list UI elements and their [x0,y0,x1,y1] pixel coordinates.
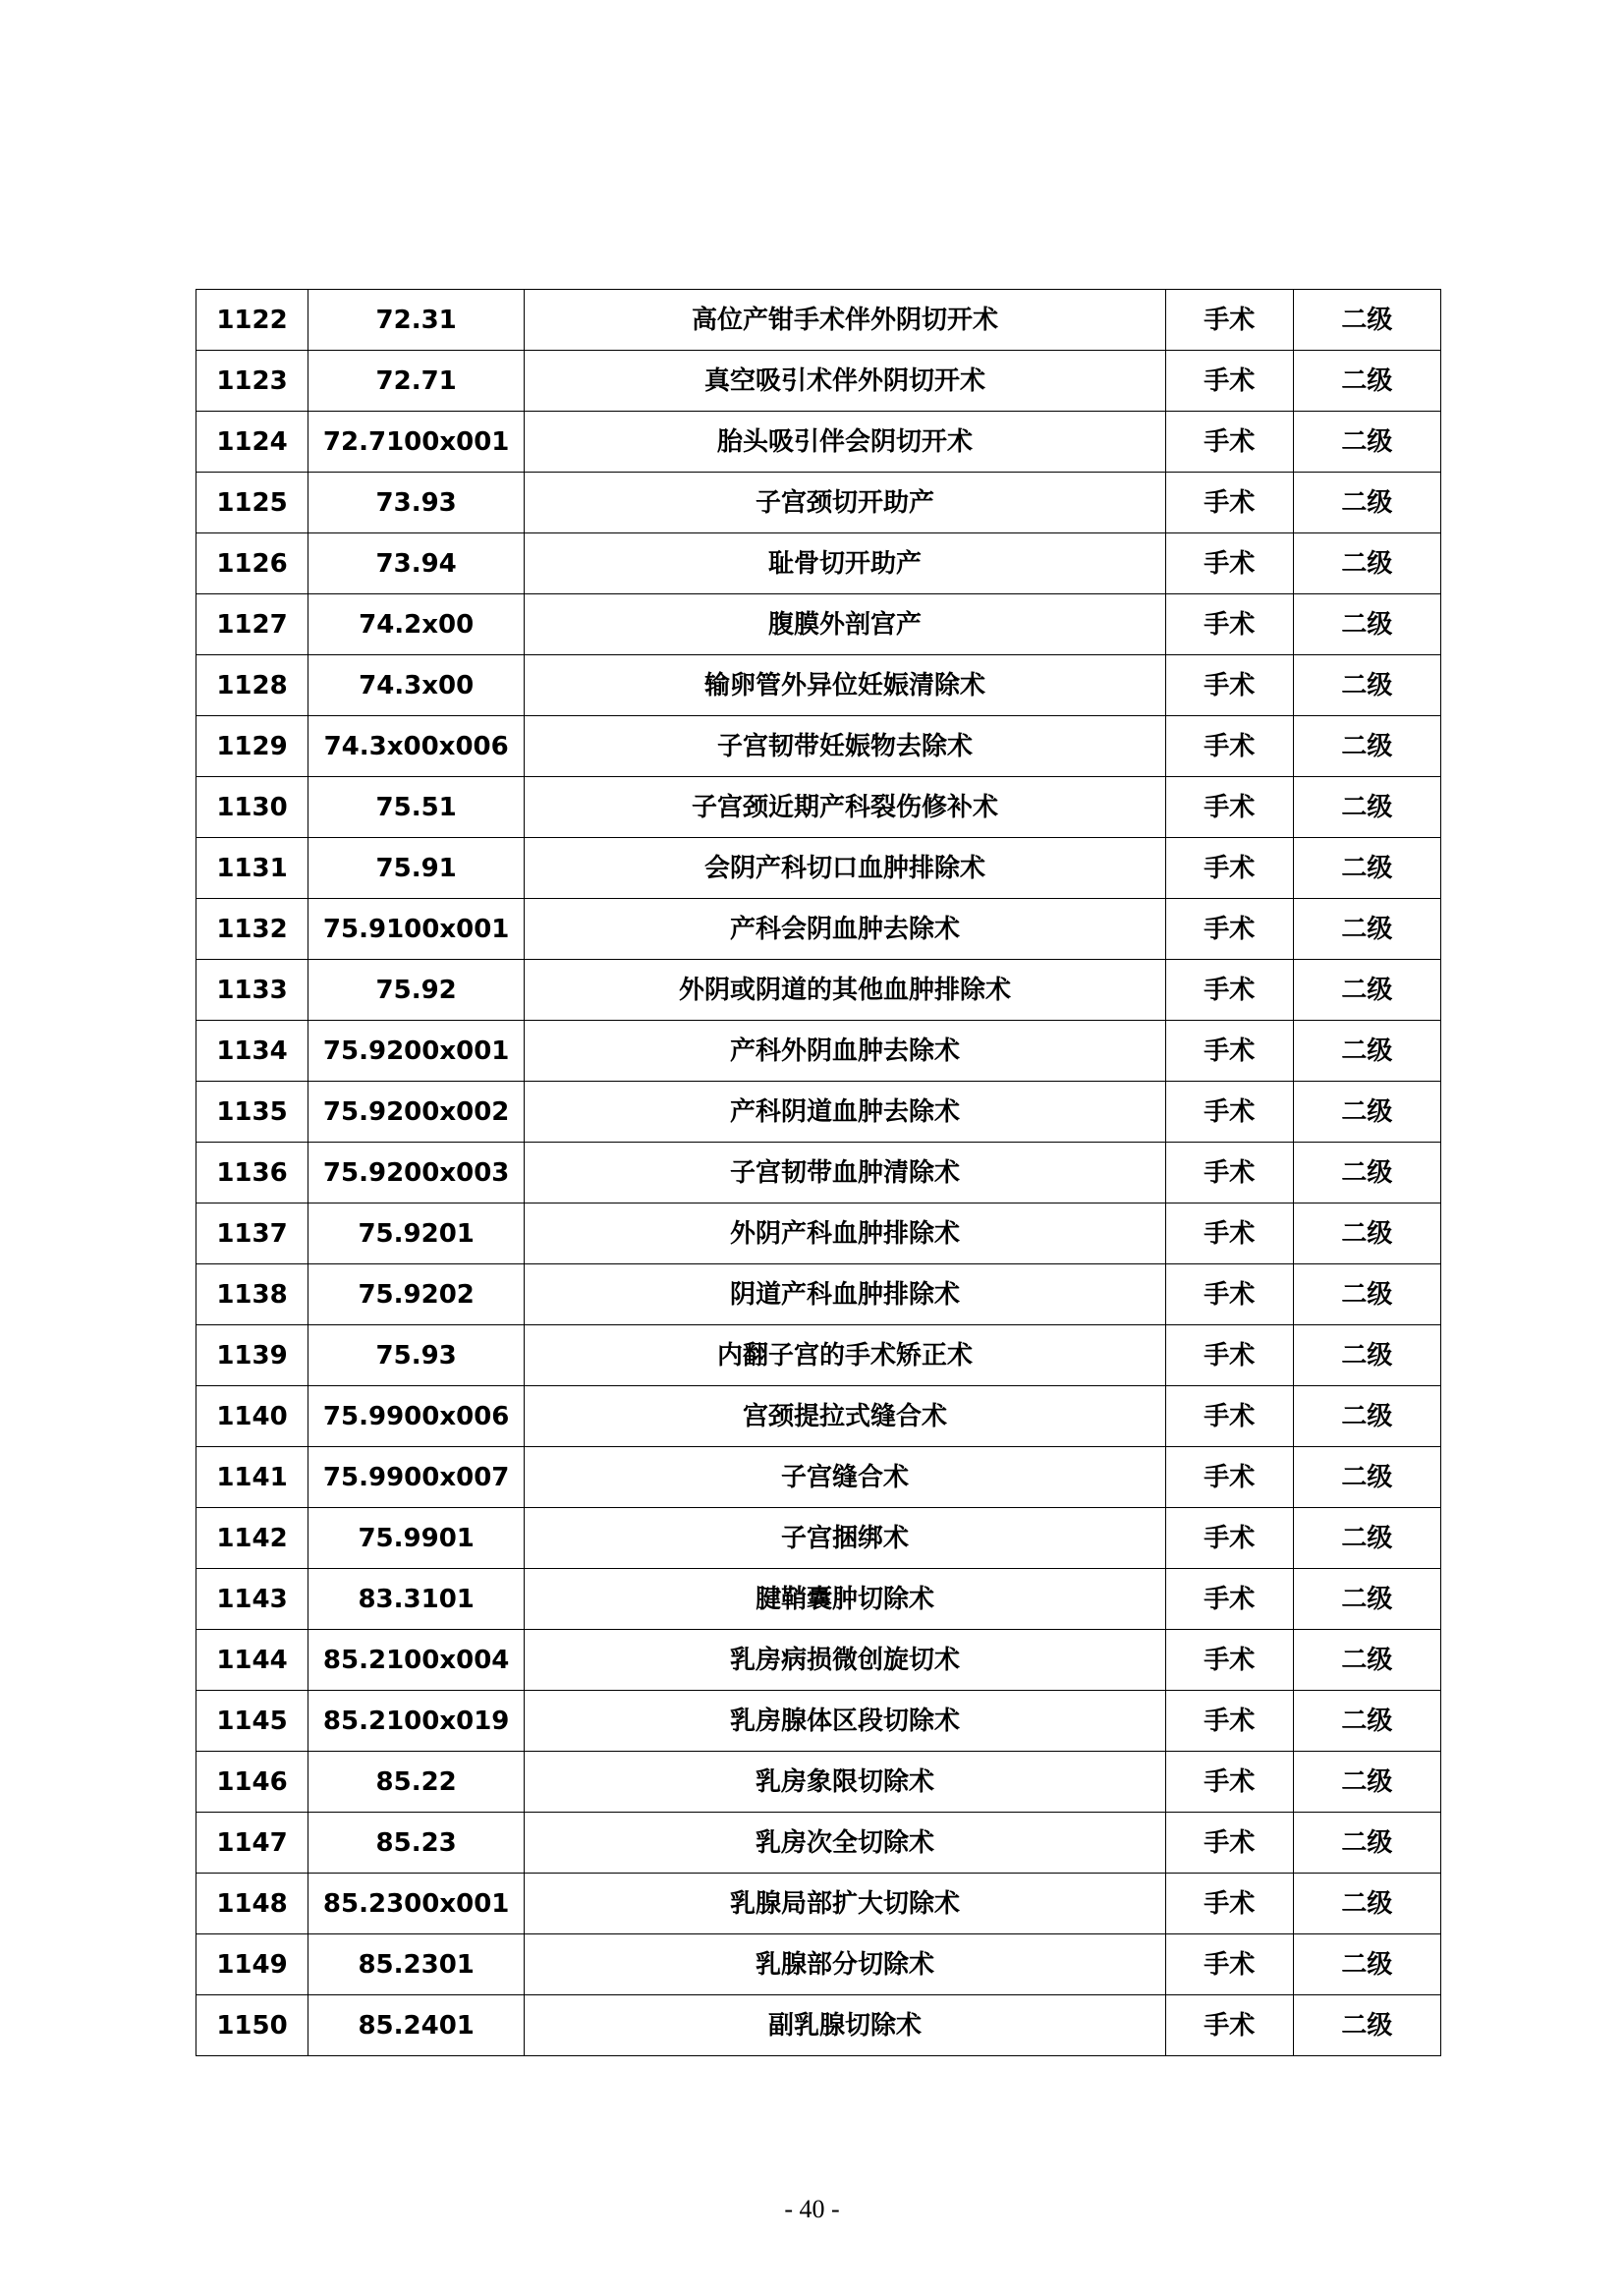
row-number-cell: 1149 [196,1934,308,1995]
procedure-code-cell: 85.2100x019 [308,1691,525,1752]
procedure-name-cell: 子宫缝合术 [525,1447,1166,1508]
row-number-cell: 1130 [196,777,308,838]
procedure-grade-cell: 二级 [1293,1325,1440,1386]
procedure-name-cell: 子宫韧带妊娠物去除术 [525,716,1166,777]
procedure-name-cell: 输卵管外异位妊娠清除术 [525,655,1166,716]
procedure-type-cell: 手术 [1165,1082,1293,1143]
table-row [196,899,1441,960]
row-number-cell: 1129 [196,716,308,777]
procedure-grade-cell: 二级 [1293,1264,1440,1325]
procedure-grade-cell: 二级 [1293,1569,1440,1630]
procedure-code-cell: 75.9901 [308,1508,525,1569]
procedure-type-cell: 手术 [1165,1569,1293,1630]
procedure-code-cell: 75.92 [308,960,525,1021]
procedure-name-cell: 乳腺部分切除术 [525,1934,1166,1995]
procedure-code-cell: 75.9900x007 [308,1447,525,1508]
row-number-cell: 1138 [196,1264,308,1325]
procedure-grade-cell: 二级 [1293,473,1440,533]
procedure-code-cell: 74.3x00x006 [308,716,525,777]
row-number-cell: 1144 [196,1630,308,1691]
row-number-cell: 1140 [196,1386,308,1447]
procedure-table-body [196,290,1441,2056]
table-row [196,960,1441,1021]
procedure-type-cell: 手术 [1165,290,1293,351]
procedure-name-cell: 产科会阴血肿去除术 [525,899,1166,960]
procedure-grade-cell: 二级 [1293,1447,1440,1508]
table-row [196,1021,1441,1082]
procedure-code-cell: 75.9200x002 [308,1082,525,1143]
row-number-cell: 1139 [196,1325,308,1386]
page-number: - 40 - [784,2195,840,2223]
procedure-type-cell: 手术 [1165,655,1293,716]
procedure-code-cell: 73.93 [308,473,525,533]
procedure-type-cell: 手术 [1165,594,1293,655]
row-number-cell: 1147 [196,1813,308,1874]
procedure-name-cell: 副乳腺切除术 [525,1995,1166,2056]
procedure-grade-cell: 二级 [1293,412,1440,473]
procedure-name-cell: 宫颈提拉式缝合术 [525,1386,1166,1447]
row-number-cell: 1142 [196,1508,308,1569]
row-number-cell: 1124 [196,412,308,473]
procedure-grade-cell: 二级 [1293,1630,1440,1691]
table-row [196,1874,1441,1934]
row-number-cell: 1132 [196,899,308,960]
procedure-name-cell: 产科外阴血肿去除术 [525,1021,1166,1082]
table-row [196,838,1441,899]
procedure-grade-cell: 二级 [1293,351,1440,412]
procedure-grade-cell: 二级 [1293,533,1440,594]
row-number-cell: 1135 [196,1082,308,1143]
table-row [196,594,1441,655]
procedure-name-cell: 产科阴道血肿去除术 [525,1082,1166,1143]
table-row [196,351,1441,412]
procedure-type-cell: 手术 [1165,1264,1293,1325]
procedure-code-cell: 75.93 [308,1325,525,1386]
procedure-grade-cell: 二级 [1293,777,1440,838]
procedure-name-cell: 腱鞘囊肿切除术 [525,1569,1166,1630]
procedure-name-cell: 子宫颈切开助产 [525,473,1166,533]
procedure-code-cell: 72.31 [308,290,525,351]
procedure-name-cell: 耻骨切开助产 [525,533,1166,594]
procedure-grade-cell: 二级 [1293,1691,1440,1752]
procedure-grade-cell: 二级 [1293,1021,1440,1082]
procedure-grade-cell: 二级 [1293,838,1440,899]
row-number-cell: 1128 [196,655,308,716]
table-row [196,1569,1441,1630]
table-row [196,1995,1441,2056]
procedure-code-cell: 73.94 [308,533,525,594]
row-number-cell: 1150 [196,1995,308,2056]
procedure-type-cell: 手术 [1165,1630,1293,1691]
procedure-name-cell: 阴道产科血肿排除术 [525,1264,1166,1325]
procedure-code-cell: 75.9100x001 [308,899,525,960]
procedure-name-cell: 子宫韧带血肿清除术 [525,1143,1166,1203]
procedure-name-cell: 真空吸引术伴外阴切开术 [525,351,1166,412]
row-number-cell: 1141 [196,1447,308,1508]
table-row [196,1447,1441,1508]
row-number-cell: 1122 [196,290,308,351]
procedure-code-cell: 74.2x00 [308,594,525,655]
procedure-type-cell: 手术 [1165,1447,1293,1508]
procedure-type-cell: 手术 [1165,1691,1293,1752]
procedure-grade-cell: 二级 [1293,1082,1440,1143]
table-row [196,1813,1441,1874]
procedure-name-cell: 乳腺局部扩大切除术 [525,1874,1166,1934]
procedure-grade-cell: 二级 [1293,1874,1440,1934]
procedure-code-cell: 75.9900x006 [308,1386,525,1447]
procedure-type-cell: 手术 [1165,1386,1293,1447]
procedure-type-cell: 手术 [1165,473,1293,533]
procedure-grade-cell: 二级 [1293,716,1440,777]
procedure-code-cell: 85.2300x001 [308,1874,525,1934]
procedure-code-cell: 83.3101 [308,1569,525,1630]
procedure-code-cell: 72.71 [308,351,525,412]
procedure-grade-cell: 二级 [1293,1143,1440,1203]
procedure-code-cell: 85.23 [308,1813,525,1874]
procedure-type-cell: 手术 [1165,1143,1293,1203]
table-row [196,1691,1441,1752]
procedure-type-cell: 手术 [1165,412,1293,473]
procedure-type-cell: 手术 [1165,1508,1293,1569]
procedure-grade-cell: 二级 [1293,1752,1440,1813]
procedure-type-cell: 手术 [1165,351,1293,412]
procedure-code-cell: 75.9201 [308,1203,525,1264]
procedure-type-cell: 手术 [1165,533,1293,594]
procedure-type-cell: 手术 [1165,1995,1293,2056]
procedure-table [196,289,1441,2056]
row-number-cell: 1146 [196,1752,308,1813]
procedure-name-cell: 内翻子宫的手术矫正术 [525,1325,1166,1386]
procedure-code-cell: 85.2100x004 [308,1630,525,1691]
procedure-name-cell: 乳房病损微创旋切术 [525,1630,1166,1691]
procedure-type-cell: 手术 [1165,1021,1293,1082]
procedure-code-cell: 75.91 [308,838,525,899]
row-number-cell: 1136 [196,1143,308,1203]
table-row [196,1325,1441,1386]
table-row [196,473,1441,533]
procedure-type-cell: 手术 [1165,1874,1293,1934]
row-number-cell: 1133 [196,960,308,1021]
procedure-code-cell: 72.7100x001 [308,412,525,473]
procedure-grade-cell: 二级 [1293,290,1440,351]
procedure-name-cell: 外阴产科血肿排除术 [525,1203,1166,1264]
table-row [196,1143,1441,1203]
table-row [196,1386,1441,1447]
procedure-name-cell: 会阴产科切口血肿排除术 [525,838,1166,899]
table-row [196,1264,1441,1325]
procedure-grade-cell: 二级 [1293,594,1440,655]
row-number-cell: 1126 [196,533,308,594]
procedure-code-cell: 85.2301 [308,1934,525,1995]
procedure-name-cell: 外阴或阴道的其他血肿排除术 [525,960,1166,1021]
table-row [196,290,1441,351]
procedure-name-cell: 乳房象限切除术 [525,1752,1166,1813]
table-row [196,1203,1441,1264]
table-row [196,412,1441,473]
procedure-code-cell: 75.9200x003 [308,1143,525,1203]
procedure-type-cell: 手术 [1165,899,1293,960]
procedure-grade-cell: 二级 [1293,655,1440,716]
table-row [196,1508,1441,1569]
procedure-code-cell: 74.3x00 [308,655,525,716]
row-number-cell: 1127 [196,594,308,655]
procedure-type-cell: 手术 [1165,716,1293,777]
procedure-grade-cell: 二级 [1293,899,1440,960]
procedure-type-cell: 手术 [1165,1325,1293,1386]
procedure-grade-cell: 二级 [1293,1203,1440,1264]
procedure-name-cell: 子宫捆绑术 [525,1508,1166,1569]
procedure-name-cell: 腹膜外剖宫产 [525,594,1166,655]
procedure-code-cell: 75.9200x001 [308,1021,525,1082]
procedure-code-cell: 75.51 [308,777,525,838]
procedure-grade-cell: 二级 [1293,1934,1440,1995]
procedure-type-cell: 手术 [1165,1752,1293,1813]
procedure-code-cell: 85.22 [308,1752,525,1813]
row-number-cell: 1125 [196,473,308,533]
row-number-cell: 1134 [196,1021,308,1082]
table-row [196,1934,1441,1995]
table-row [196,1752,1441,1813]
table-row [196,655,1441,716]
procedure-type-cell: 手术 [1165,1934,1293,1995]
row-number-cell: 1137 [196,1203,308,1264]
procedure-name-cell: 高位产钳手术伴外阴切开术 [525,290,1166,351]
procedure-type-cell: 手术 [1165,960,1293,1021]
row-number-cell: 1143 [196,1569,308,1630]
procedure-grade-cell: 二级 [1293,1386,1440,1447]
procedure-type-cell: 手术 [1165,1813,1293,1874]
procedure-type-cell: 手术 [1165,838,1293,899]
procedure-code-cell: 85.2401 [308,1995,525,2056]
procedure-grade-cell: 二级 [1293,1995,1440,2056]
procedure-name-cell: 胎头吸引伴会阴切开术 [525,412,1166,473]
row-number-cell: 1148 [196,1874,308,1934]
procedure-type-cell: 手术 [1165,1203,1293,1264]
row-number-cell: 1123 [196,351,308,412]
procedure-type-cell: 手术 [1165,777,1293,838]
procedure-name-cell: 子宫颈近期产科裂伤修补术 [525,777,1166,838]
table-row [196,533,1441,594]
table-row [196,777,1441,838]
procedure-grade-cell: 二级 [1293,960,1440,1021]
procedure-name-cell: 乳房次全切除术 [525,1813,1166,1874]
procedure-code-cell: 75.9202 [308,1264,525,1325]
row-number-cell: 1131 [196,838,308,899]
table-row [196,1082,1441,1143]
row-number-cell: 1145 [196,1691,308,1752]
table-row [196,716,1441,777]
table-row [196,1630,1441,1691]
procedure-grade-cell: 二级 [1293,1813,1440,1874]
procedure-grade-cell: 二级 [1293,1508,1440,1569]
procedure-name-cell: 乳房腺体区段切除术 [525,1691,1166,1752]
